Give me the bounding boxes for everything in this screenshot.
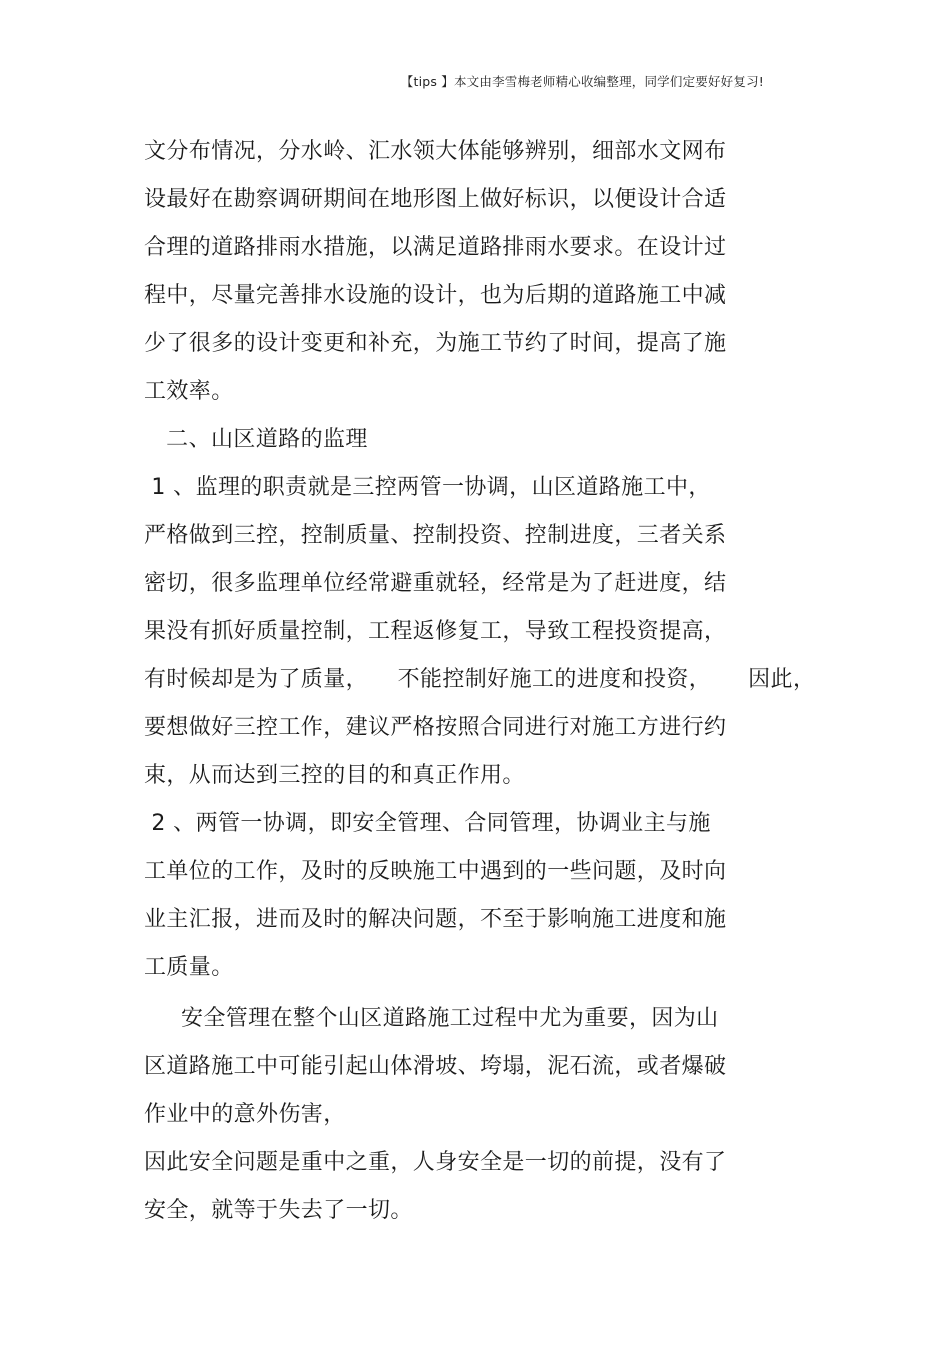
text-line-14: 束，从而达到三控的目的和真正作用。 bbox=[144, 763, 525, 788]
text-line-6: 工效率。 bbox=[144, 379, 234, 404]
text-line-13: 要想做好三控工作，建议严格按照合同进行对施工方进行约 bbox=[144, 715, 727, 740]
text-line-16: 工单位的工作，及时的反映施工中遇到的一些问题，及时向 bbox=[144, 859, 727, 884]
text-line-3: 合理的道路排雨水措施，以满足道路排雨水要求。在设计过 bbox=[144, 235, 727, 260]
text-line-4: 程中，尽量完善排水设施的设计，也为后期的道路施工中减 bbox=[144, 283, 727, 308]
text-line-2: 设最好在勘察调研期间在地形图上做好标识，以便设计合适 bbox=[144, 187, 727, 212]
text-line-18: 工质量。 bbox=[144, 955, 234, 980]
section-heading: 二、山区道路的监理 bbox=[144, 427, 368, 452]
text-line-21: 作业中的意外伤害， bbox=[144, 1102, 346, 1127]
header-tips-note: 【tips 】本文由李雪梅老师精心收编整理，同学们定要好好复习! bbox=[400, 74, 764, 89]
text-line-9: 严格做到三控，控制质量、控制投资、控制进度，三者关系 bbox=[144, 523, 727, 548]
text-line-20: 区道路施工中可能引起山体滑坡、垮塌，泥石流，或者爆破 bbox=[144, 1054, 727, 1079]
text-line-23: 安全，就等于失去了一切。 bbox=[144, 1198, 413, 1223]
text-line-1: 文分布情况，分水岭、汇水领大体能够辨别，细部水文网布 bbox=[144, 139, 727, 164]
document-body bbox=[144, 128, 824, 1235]
text-line-12: 有时候却是为了质量， 不能控制好施工的进度和投资， 因此， bbox=[144, 667, 816, 692]
text-line-22: 因此安全问题是重中之重，人身安全是一切的前提，没有了 bbox=[144, 1150, 727, 1175]
text-line-8: 1 、监理的职责就是三控两管一协调，山区道路施工中， bbox=[144, 475, 711, 500]
text-line-11: 果没有抓好质量控制，工程返修复工，导致工程投资提高， bbox=[144, 619, 727, 644]
text-line-15: 2 、两管一协调，即安全管理、合同管理，协调业主与施 bbox=[144, 811, 711, 836]
text-line-19: 安全管理在整个山区道路施工过程中尤为重要，因为山 bbox=[144, 1006, 719, 1031]
text-line-10: 密切，很多监理单位经常避重就轻，经常是为了赶进度，结 bbox=[144, 571, 727, 596]
text-line-17: 业主汇报，进而及时的解决问题，不至于影响施工进度和施 bbox=[144, 907, 727, 932]
text-line-5: 少了很多的设计变更和补充，为施工节约了时间，提高了施 bbox=[144, 331, 727, 356]
